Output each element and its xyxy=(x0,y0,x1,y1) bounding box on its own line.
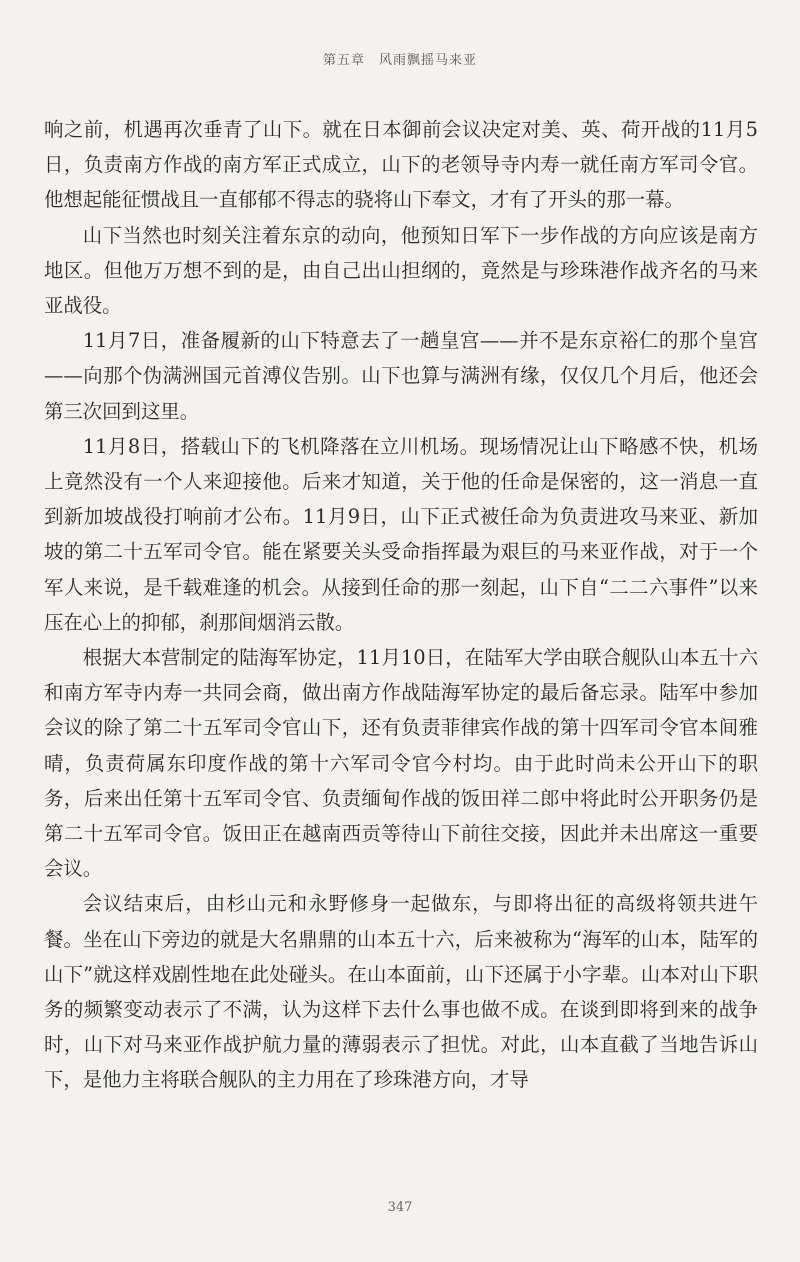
paragraph: 11月7日，准备履新的山下特意去了一趟皇宫——并不是东京裕仁的那个皇宫——向那个伪满洲国元首溥仪告别。山下也算与满洲有缘，仅仅几个月后，他还会第三次回到这里。 xyxy=(44,329,758,423)
paragraph: 11月8日，搭载山下的飞机降落在立川机场。现场情况让山下略感不快，机场上竟然没有一个人来迎接他。后来才知道，关于他的任命是保密的，这一消息一直到新加坡战役打响前才公布。11月9日，山下正式被任命为负责进攻马来亚、新加坡的第二十五军司令官。能在紧要关头受命指挥最为艰巨的马来亚作战，对于一个军人来说，是千载难逢的机会。从接到任命的那一刻起，山下自“二二六事件”以来压在心上的抑郁，刹那间烟消云散。 xyxy=(44,434,758,634)
page-number: 347 xyxy=(387,1200,413,1215)
paragraph: 响之前，机遇再次垂青了山下。就在日本御前会议决定对美、英、荷开战的11月5日，负责南方作战的南方军正式成立，山下的老领导寺内寿一就任南方军司令官。他想起能征惯战且一直郁郁不得志的骁将山下奉文，才有了开头的那一幕。 xyxy=(44,118,758,212)
paragraph: 山下当然也时刻关注着东京的动向，他预知日军下一步作战的方向应该是南方地区。但他万万想不到的是，由自己出山担纲的，竟然是与珍珠港作战齐名的马来亚战役。 xyxy=(44,223,758,318)
running-header xyxy=(0,49,800,68)
paragraph: 会议结束后，由杉山元和永野修身一起做东，与即将出征的高级将领共进午餐。坐在山下旁边的就是大名鼎鼎的山本五十六，后来被称为“海军的山本，陆军的山下”就这样戏剧性地在此处碰头。在山本面前，山下还属于小字辈。山本对山下职务的频繁变动表示了不满，认为这样下去什么事也做不成。在谈到即将到来的战争时，山下对马来亚作战护航力量的薄弱表示了担忧。对此，山本直截了当地告诉山下，是他力主将联合舰队的主力用在了珍珠港方向，才导 xyxy=(44,892,758,1092)
body-text xyxy=(44,112,758,1098)
chapter-title: 风雨飘摇马来亚 xyxy=(379,53,478,68)
paragraph: 根据大本营制定的陆海军协定，11月10日，在陆军大学由联合舰队山本五十六和南方军寺内寿一共同会商，做出南方作战陆海军协定的最后备忘录。陆军中参加会议的除了第二十五军司令官山下，还有负责菲律宾作战的第十四军司令官本间雅晴，负责荷属东印度作战的第十六军司令官今村均。由于此时尚未公开山下的职务，后来出任第十五军司令官、负责缅甸作战的饭田祥二郎中将此时公开职务仍是第二十五军司令官。饭田正在越南西贡等待山下前往交接，因此并未出席这一重要会议。 xyxy=(44,646,758,881)
chapter-number: 第五章 xyxy=(322,53,365,68)
